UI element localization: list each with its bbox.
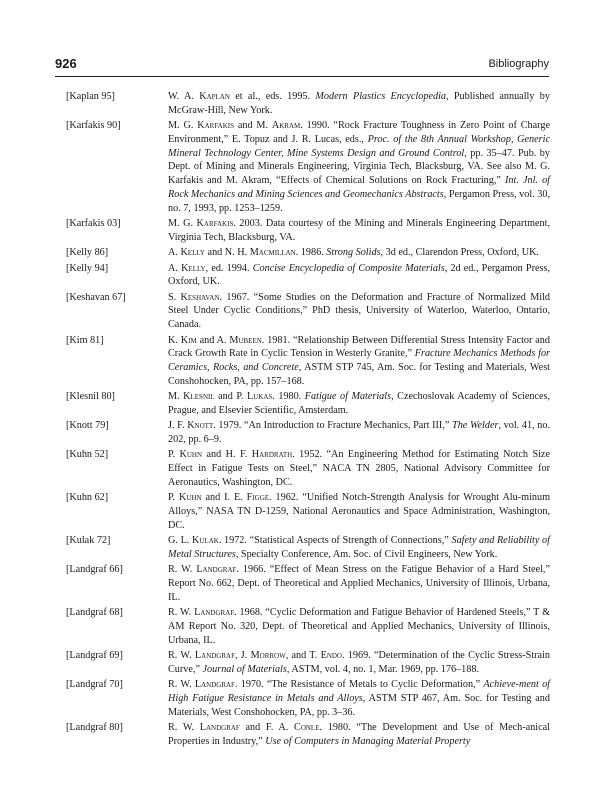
citation-segment: A. xyxy=(168,247,181,259)
citation-key: [Keshavan 67] xyxy=(66,291,126,303)
citation-segment: P. xyxy=(168,449,180,461)
citation-segment: , J. xyxy=(234,650,251,662)
citation-segment: . 1986. xyxy=(295,247,327,259)
citation-title: Journal of Materials xyxy=(202,663,287,675)
citation-key: [Karfakis 90] xyxy=(66,120,121,132)
citation-segment: and N. H. xyxy=(205,247,250,259)
citation-segment: P. xyxy=(168,492,180,504)
citation-segment: R. W. xyxy=(168,650,195,662)
author-surname: Hardrath xyxy=(251,449,293,461)
citation-segment: and A. xyxy=(196,334,230,346)
citation-text xyxy=(168,390,550,418)
citation-segment: , ASTM STP 467, Am. Soc. for Testing and Materials, West Conshohocken, PA, pp. 3–36. xyxy=(168,692,550,718)
citation-text xyxy=(168,448,550,489)
citation-key: [Klesnil 80] xyxy=(66,391,115,403)
citation-segment: . 1981. “Relationship Between Differential Stress Intensity Factor and Crack Growth Rate in Cyclic Tension in Westerly Granite,” xyxy=(168,334,550,360)
author-surname: Kaplan xyxy=(199,91,230,102)
citation-key: [Knott 79] xyxy=(66,420,109,432)
author-surname: Landgraf xyxy=(194,679,235,691)
citation-segment: and M. xyxy=(234,120,272,132)
citation-segment: and I. E. xyxy=(201,492,247,504)
citation-title: The Welder xyxy=(452,420,499,432)
citation-segment: . 1968. “Cyclic Deformation and Fatigue Behavior of Hardened Steels,” T & AM Report No. 320, Dept. of Theoretical and Applied Mechanics, University of Illinois, Urbana, IL. xyxy=(168,607,550,646)
citation-segment: et al., eds. 1995. xyxy=(229,91,316,102)
citation-segment: . 1980. “The Development and Use of Mech-anical Properties in Industry,” xyxy=(168,722,550,747)
bib-entry xyxy=(66,419,550,447)
author-surname: Lukas xyxy=(246,391,273,403)
citation-segment: . 1980. xyxy=(272,391,305,403)
citation-title: Fracture Mechanics Methods for Ceramics, Rocks, and Concrete xyxy=(168,348,550,374)
author-surname: Mubeen xyxy=(229,334,262,346)
citation-segment: , ASTM, vol. 4, no. 1, Mar. 1969, pp. 176–188. xyxy=(286,663,479,675)
citation-segment: M. G. xyxy=(168,218,197,230)
citation-segment: , 2d ed., Pergamon Press, Oxford, UK. xyxy=(168,262,550,288)
citation-text xyxy=(168,721,550,749)
citation-segment: M. xyxy=(168,391,184,403)
running-head: Bibliography xyxy=(488,58,549,70)
bib-entry xyxy=(66,119,550,216)
bib-entry xyxy=(66,291,550,332)
citation-key: [Kulak 72] xyxy=(66,535,111,547)
bib-entry xyxy=(66,649,550,677)
author-surname: Kulak xyxy=(192,535,219,547)
citation-text xyxy=(168,563,550,604)
citation-segment: R. W. xyxy=(168,564,197,576)
citation-title: Safety and Reliability of Metal Structures xyxy=(168,535,550,560)
citation-key: [Landgraf 66] xyxy=(66,564,123,576)
citation-text xyxy=(168,90,550,118)
author-surname: Endo xyxy=(320,650,342,662)
citation-segment: S. xyxy=(168,291,181,303)
citation-key: [Kuhn 62] xyxy=(66,492,109,504)
author-surname: Karfakis xyxy=(197,120,235,132)
citation-segment: . 1979. “An Introduction to Fracture Mechanics, Part III,” xyxy=(213,420,453,432)
bib-entry xyxy=(66,217,550,245)
citation-segment: and P. xyxy=(214,391,247,403)
citation-segment: . 1962. “Unified Notch-Strength Analysis for Wrought Alu-minum Alloys,” NASA TN D-1259, National Aeronautics and Space Administration, Washington, DC. xyxy=(168,492,550,531)
citation-segment: . 1990. “Rock Fracture Toughness in Zero Point of Charge Environment,” E. Topuz and J. R. Lucas, eds., xyxy=(168,120,550,145)
citation-key: [Karfakis 03] xyxy=(66,218,121,230)
author-surname: Knott xyxy=(187,420,214,432)
citation-title: Modern Plastics Encyclopedia xyxy=(315,91,446,102)
bibliography-list xyxy=(66,90,550,750)
citation-segment: R. W. xyxy=(168,679,195,691)
citation-segment: . 1966. “Effect of Mean Stress on the Fatigue Behavior of a Hard Steel,” Report No. 662, Dept. of Theoretical and Applied Mechanics, University of Illinois, Urbana, IL. xyxy=(168,564,550,603)
citation-text xyxy=(168,217,550,245)
citation-segment: J. F. xyxy=(168,420,188,432)
citation-key: [Landgraf 69] xyxy=(66,650,123,662)
citation-text xyxy=(168,649,550,677)
citation-segment: G. L. xyxy=(168,535,192,547)
citation-segment: K. xyxy=(168,334,181,346)
citation-segment: , ASTM STP 745, Am. Soc. for Testing and Materials, West Conshohocken, PA, pp. 157–168. xyxy=(168,362,550,387)
citation-segment: . 2003. Data courtesy of the Mining and Minerals Engineering Department, Virginia Tech, Blacksburg, VA. xyxy=(168,218,550,243)
citation-key: [Landgraf 80] xyxy=(66,722,123,734)
citation-segment: M. G. xyxy=(168,120,198,132)
citation-title: Proc. of the 8th Annual Workshop, Generic Mineral Technology Center, Mine Systems Design and Ground Control xyxy=(168,133,550,159)
author-surname: Klesnil xyxy=(183,391,215,403)
citation-segment: , Czechoslovak Academy of Sciences, Prague, and Elsevier Scientific, Amsterdam. xyxy=(168,391,551,417)
author-surname: Macmillan xyxy=(249,247,296,259)
bib-entry xyxy=(66,390,550,418)
citation-title: Use of Computers in Managing Material Property xyxy=(265,735,471,747)
citation-title: Achieve-ment of High Fatigue Resistance in Metals and Alloys xyxy=(168,679,550,704)
citation-segment: . 1969. “Determination of the Cyclic Stress-Strain Curve,” xyxy=(168,650,550,675)
bib-entry xyxy=(66,491,550,532)
citation-segment: R. W. xyxy=(168,607,195,619)
citation-segment: and F. A. xyxy=(239,722,295,734)
bib-entry xyxy=(66,606,550,647)
citation-segment: , and T. xyxy=(285,650,321,662)
citation-title: Concise Encyclopedia of Composite Materials xyxy=(252,262,445,274)
citation-text xyxy=(168,119,550,216)
citation-title: Fatigue of Materials xyxy=(304,391,392,403)
bib-entry xyxy=(66,678,550,719)
citation-segment: and H. F. xyxy=(202,449,252,461)
citation-key: [Kim 81] xyxy=(66,334,104,346)
citation-segment: , 3d ed., Clarendon Press, Oxford, UK. xyxy=(380,247,539,259)
citation-segment: R. W. xyxy=(168,722,200,734)
citation-text xyxy=(168,334,550,389)
citation-key: [Landgraf 70] xyxy=(66,679,123,691)
citation-segment: , Pergamon Press, vol. 30, no. 7, 1993, pp. 1253–1259. xyxy=(168,189,550,214)
author-surname: Landgraf xyxy=(199,722,240,734)
author-surname: Keshavan xyxy=(180,291,220,303)
author-surname: Landgraf xyxy=(194,607,235,619)
author-surname: Morrow xyxy=(250,650,286,662)
bib-entry xyxy=(66,246,550,260)
author-surname: Landgraf xyxy=(194,650,235,662)
citation-text xyxy=(168,678,550,719)
citation-text xyxy=(168,291,550,332)
bib-entry xyxy=(66,721,550,749)
citation-text xyxy=(168,491,550,532)
citation-text xyxy=(168,534,550,562)
author-surname: Landgraf xyxy=(196,564,237,576)
citation-text xyxy=(168,262,550,290)
page-header xyxy=(55,54,549,77)
citation-title: Int. Jnl. of Rock Mechanics and Mining Sciences and Geomechanics Abstracts xyxy=(168,175,550,201)
citation-segment: A. xyxy=(168,262,182,274)
author-surname: Kim xyxy=(180,334,197,346)
citation-segment: , Published annually by McGraw-Hill, New York. xyxy=(168,91,550,116)
citation-key: [Landgraf 68] xyxy=(66,607,123,619)
author-surname: Kuhn xyxy=(179,492,202,504)
citation-segment: . 1967. “Some Studies on the Deformation and Fracture of Normalized Mild Steel Under Cyclic Conditions,” PhD thesis, University of Waterloo, Waterloo, Ontario, Canada. xyxy=(168,291,551,331)
bib-entry xyxy=(66,262,550,290)
citation-segment: . 1970. “The Resistance of Metals to Cyclic Deformation,” xyxy=(234,679,484,691)
bib-entry xyxy=(66,334,550,389)
bib-entry xyxy=(66,90,550,118)
citation-key: [Kaplan 95] xyxy=(66,91,115,102)
citation-segment: , Specialty Conference, Am. Soc. of Civil Engineers, New York. xyxy=(235,549,498,560)
bib-entry xyxy=(66,448,550,489)
citation-key: [Kelly 86] xyxy=(66,247,109,259)
citation-key: [Kelly 94] xyxy=(66,262,109,274)
citation-title: Strong Solids xyxy=(326,247,381,259)
author-surname: Kuhn xyxy=(179,449,203,461)
citation-segment: . 1972. “Statistical Aspects of Strength of Connections,” xyxy=(218,535,452,547)
citation-segment: . 1952. “An Engineering Method for Estimating Notch Size Effect in Fatigue Tests on Steel,” NACA TN 2805, National Advisory Committee for Aeronautics, Washington, DC. xyxy=(168,449,550,489)
author-surname: Akram xyxy=(271,120,301,132)
citation-text xyxy=(168,419,550,447)
bib-entry xyxy=(66,563,550,604)
author-surname: Kelly xyxy=(181,262,206,274)
author-surname: Conle xyxy=(294,722,320,734)
author-surname: Kelly xyxy=(180,247,205,259)
author-surname: Karfakis xyxy=(196,218,234,230)
citation-segment: , vol. 41, no. 202, pp. 6–9. xyxy=(168,420,550,446)
citation-segment: , ed. 1994. xyxy=(205,262,253,274)
citation-segment: W. A. xyxy=(168,91,200,102)
page-number: 926 xyxy=(55,56,77,71)
citation-text xyxy=(168,246,550,260)
bib-entry xyxy=(66,534,550,562)
citation-segment: , pp. 35–47. Pub. by Dept. of Mining and Minerals Engineering, Virginia Tech, Blacksburg, VA. See also M. G. Karfakis and M. Akram, “Effects of Chemical Solutions on Rock Fracturing,” xyxy=(168,147,550,187)
citation-key: [Kuhn 52] xyxy=(66,449,109,461)
author-surname: Figge xyxy=(246,492,270,504)
citation-text xyxy=(168,606,550,647)
